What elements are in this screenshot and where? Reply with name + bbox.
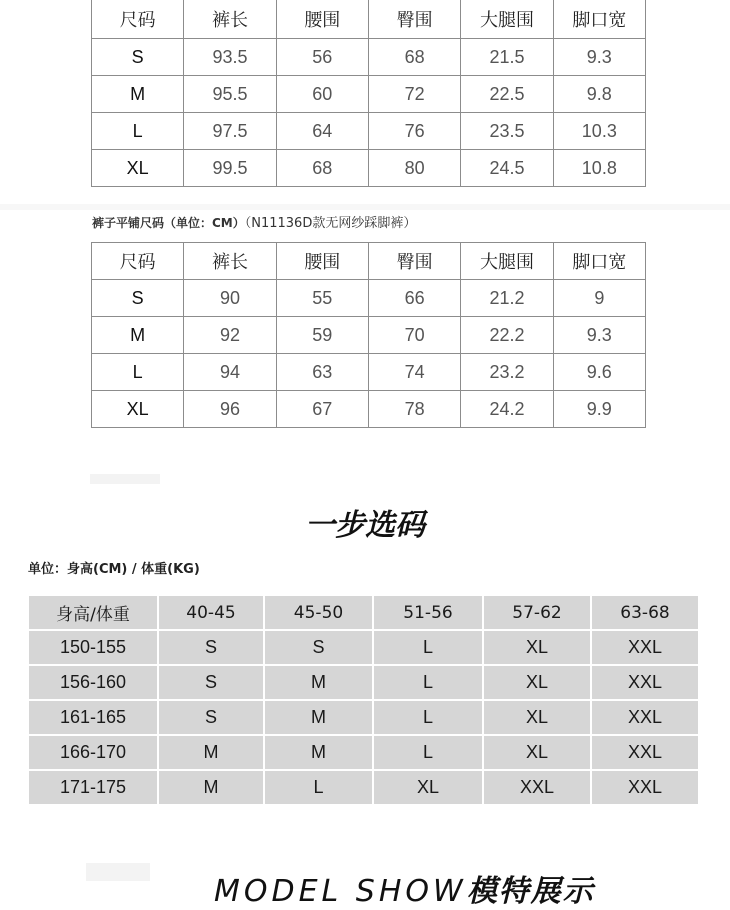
model-show-title <box>214 866 595 910</box>
value-cell: 60 <box>276 76 368 113</box>
table-row <box>29 631 698 664</box>
value-cell: 97.5 <box>184 113 276 150</box>
section-divider <box>0 204 730 210</box>
size-cell: XXL <box>592 666 698 699</box>
size-cell: S <box>159 666 263 699</box>
size-table-1 <box>91 0 646 187</box>
value-cell: 95.5 <box>184 76 276 113</box>
size-cell: XL <box>484 631 590 664</box>
value-cell: 22.5 <box>461 76 553 113</box>
value-cell: 78 <box>368 391 460 428</box>
value-cell: 74 <box>368 354 460 391</box>
size-cell: XL <box>374 771 482 804</box>
header-cell: 腰围 <box>276 0 368 39</box>
value-cell: 9 <box>553 280 645 317</box>
header-cell: 臀围 <box>368 0 460 39</box>
size-cell: XXL <box>592 701 698 734</box>
size-cell: M <box>159 771 263 804</box>
caption-model: （N11136D款无网纱踩脚裤） <box>244 216 417 231</box>
size-cell: L <box>374 666 482 699</box>
table-row <box>92 317 646 354</box>
size-cell: XL <box>484 701 590 734</box>
header-cell: 57-62 <box>484 596 590 629</box>
size-cell: M <box>92 76 184 113</box>
size-cell: XXL <box>484 771 590 804</box>
header-cell: 大腿围 <box>461 243 553 280</box>
table-row <box>92 39 646 76</box>
value-cell: 23.5 <box>461 113 553 150</box>
table-row <box>92 76 646 113</box>
height-cell: 156-160 <box>29 666 157 699</box>
value-cell: 9.9 <box>553 391 645 428</box>
size-guide-table <box>27 594 700 806</box>
header-cell: 裤长 <box>184 0 276 39</box>
height-cell: 171-175 <box>29 771 157 804</box>
size-cell: L <box>92 354 184 391</box>
value-cell: 90 <box>184 280 276 317</box>
header-cell: 63-68 <box>592 596 698 629</box>
value-cell: 70 <box>368 317 460 354</box>
value-cell: 10.3 <box>553 113 645 150</box>
table-row <box>29 771 698 804</box>
size-cell: L <box>374 701 482 734</box>
header-cell: 尺码 <box>92 243 184 280</box>
table-row <box>92 354 646 391</box>
size-cell: XXL <box>592 771 698 804</box>
header-cell: 腰围 <box>276 243 368 280</box>
decorative-block <box>86 863 150 881</box>
table-row <box>29 701 698 734</box>
table-row <box>29 666 698 699</box>
size-cell: XL <box>92 391 184 428</box>
value-cell: 55 <box>276 280 368 317</box>
size-cell: L <box>374 736 482 769</box>
table-header-row <box>29 596 698 629</box>
height-cell: 161-165 <box>29 701 157 734</box>
size-cell: S <box>92 280 184 317</box>
header-cell: 51-56 <box>374 596 482 629</box>
value-cell: 56 <box>276 39 368 76</box>
size-cell: XL <box>92 150 184 187</box>
size-cell: XXL <box>592 736 698 769</box>
value-cell: 24.2 <box>461 391 553 428</box>
header-cell: 臀围 <box>368 243 460 280</box>
size-cell: L <box>265 771 372 804</box>
table-header-row <box>92 0 646 39</box>
size-cell: L <box>92 113 184 150</box>
size-cell: M <box>159 736 263 769</box>
header-cell: 大腿围 <box>461 0 553 39</box>
size-guide-unit: 单位：身高(CM) / 体重(KG) <box>28 562 200 577</box>
size-cell: XL <box>484 666 590 699</box>
size-cell: XL <box>484 736 590 769</box>
table-row <box>92 391 646 428</box>
table-row <box>29 736 698 769</box>
size-cell: L <box>374 631 482 664</box>
value-cell: 76 <box>368 113 460 150</box>
value-cell: 80 <box>368 150 460 187</box>
value-cell: 94 <box>184 354 276 391</box>
height-cell: 166-170 <box>29 736 157 769</box>
size-cell: S <box>265 631 372 664</box>
size-cell: M <box>265 666 372 699</box>
size-table-2 <box>91 242 646 428</box>
header-cell: 40-45 <box>159 596 263 629</box>
header-cell: 身高/体重 <box>29 596 157 629</box>
value-cell: 59 <box>276 317 368 354</box>
value-cell: 66 <box>368 280 460 317</box>
table-header-row <box>92 243 646 280</box>
value-cell: 21.5 <box>461 39 553 76</box>
value-cell: 21.2 <box>461 280 553 317</box>
value-cell: 93.5 <box>184 39 276 76</box>
size-cell: S <box>92 39 184 76</box>
header-cell: 裤长 <box>184 243 276 280</box>
value-cell: 9.8 <box>553 76 645 113</box>
value-cell: 72 <box>368 76 460 113</box>
decorative-block <box>90 474 160 484</box>
value-cell: 63 <box>276 354 368 391</box>
value-cell: 64 <box>276 113 368 150</box>
model-show-title-cn: 模特展示 <box>466 874 595 909</box>
value-cell: 9.3 <box>553 39 645 76</box>
caption-bold: 裤子平铺尺码（单位：CM） <box>92 216 245 230</box>
value-cell: 9.6 <box>553 354 645 391</box>
value-cell: 99.5 <box>184 150 276 187</box>
value-cell: 10.8 <box>553 150 645 187</box>
value-cell: 9.3 <box>553 317 645 354</box>
table-row <box>92 280 646 317</box>
table-row <box>92 150 646 187</box>
size-cell: M <box>92 317 184 354</box>
size-cell: S <box>159 631 263 664</box>
table-row <box>92 113 646 150</box>
height-cell: 150-155 <box>29 631 157 664</box>
value-cell: 96 <box>184 391 276 428</box>
value-cell: 24.5 <box>461 150 553 187</box>
header-cell: 45-50 <box>265 596 372 629</box>
size-guide-title: 一步选码 <box>305 508 425 543</box>
size-cell: XXL <box>592 631 698 664</box>
header-cell: 尺码 <box>92 0 184 39</box>
size-cell: M <box>265 701 372 734</box>
model-show-title-en: MODEL SHOW <box>214 874 467 909</box>
size-cell: S <box>159 701 263 734</box>
header-cell: 脚口宽 <box>553 0 645 39</box>
header-cell: 脚口宽 <box>553 243 645 280</box>
value-cell: 68 <box>368 39 460 76</box>
table-2-caption <box>92 212 416 231</box>
value-cell: 67 <box>276 391 368 428</box>
size-cell: M <box>265 736 372 769</box>
value-cell: 22.2 <box>461 317 553 354</box>
value-cell: 23.2 <box>461 354 553 391</box>
value-cell: 92 <box>184 317 276 354</box>
value-cell: 68 <box>276 150 368 187</box>
